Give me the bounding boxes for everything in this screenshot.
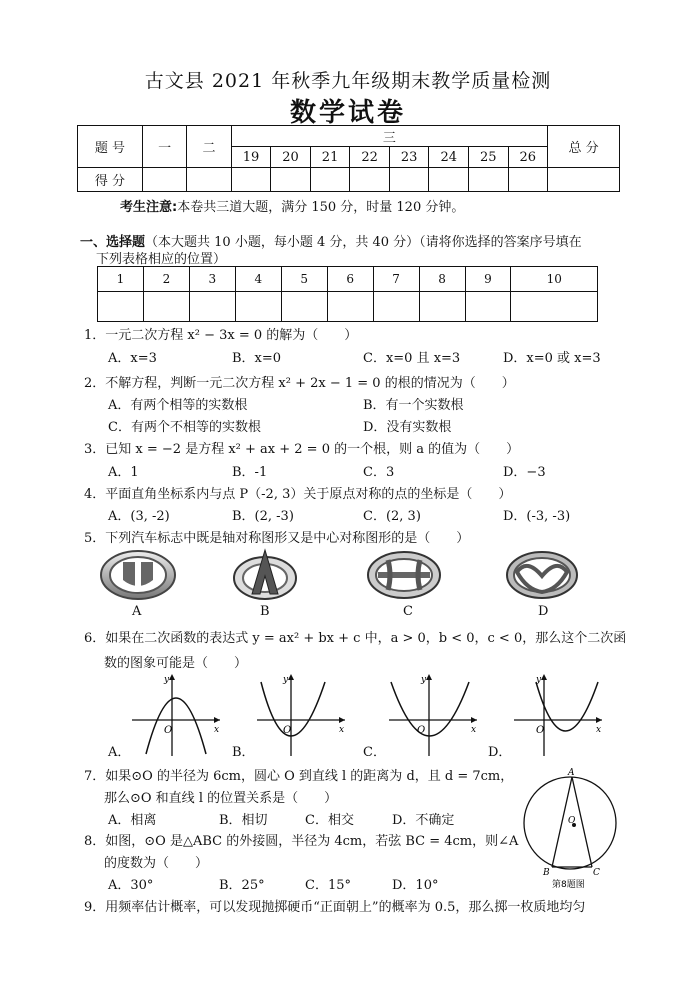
- q6-label-d: D．: [488, 745, 512, 760]
- score-cell[interactable]: [429, 168, 469, 192]
- q6-label-a: A．: [108, 745, 131, 760]
- q5-stem: 5．下列汽车标志中既是轴对称图形又是中心对称图形的是（ ）: [84, 531, 470, 546]
- exam-title: 数学试卷: [289, 98, 406, 128]
- sub-header: 19: [231, 147, 271, 168]
- q2-option-c: C．有两个不相等的实数根: [108, 420, 261, 435]
- score-cell[interactable]: [231, 168, 271, 192]
- sub-header: 22: [350, 147, 390, 168]
- q8-option-b: B．25°: [219, 878, 265, 893]
- q3-stem: 3．已知 x = −2 是方程 x² + ax + 2 = 0 的一个根，则 a 的值为（ ）: [84, 442, 520, 457]
- q6a-x-label: x: [214, 725, 220, 735]
- section1-desc: （本大题共 10 小题，每小题 4 分，共 40 分）（请将你选择的答案序号填在: [145, 235, 582, 250]
- logo-label-a: A: [132, 604, 142, 619]
- q8-point-b: B: [543, 868, 550, 878]
- answer-col-header: 7: [373, 267, 419, 292]
- section1-title: 一、选择题: [80, 235, 146, 250]
- q6-label-c: C．: [363, 745, 386, 760]
- sub-header: 23: [389, 147, 429, 168]
- notice-label: 考生注意:: [120, 200, 178, 215]
- q6d-x-label: x: [596, 725, 602, 735]
- section1-desc2: 下列表格相应的位置）: [96, 252, 227, 267]
- answer-col-header: 2: [143, 267, 189, 292]
- q8-point-o: O: [568, 816, 576, 826]
- q7-option-b: B．相切: [219, 813, 268, 828]
- q4-option-c: C．(2, 3): [363, 509, 421, 524]
- score-cell[interactable]: [350, 168, 390, 192]
- q7-option-d: D．不确定: [392, 813, 455, 828]
- answer-cell[interactable]: [235, 292, 281, 322]
- q6d-origin: O: [536, 725, 545, 736]
- q3-option-d: D．−3: [503, 465, 546, 480]
- q8-stem-line1: 8．如图，⊙O 是△ABC 的外接圆，半径为 4cm，若弦 BC = 4cm，则∠A: [84, 834, 519, 849]
- car-logo-a: [100, 550, 176, 600]
- q7-stem-line1: 7．如果⊙O 的半径为 6cm，圆心 O 到直线 l 的距离为 d，且 d = 7cm，: [84, 769, 514, 784]
- answer-col-header: 4: [235, 267, 281, 292]
- score-cell[interactable]: [187, 168, 231, 192]
- q1-option-c: C．x=0 且 x=3: [363, 351, 461, 366]
- logo-label-d: D: [538, 604, 549, 619]
- q3-option-b: B．-1: [232, 465, 268, 480]
- q6-graph-b: [253, 672, 349, 758]
- q6a-y-label: y: [164, 675, 170, 685]
- answer-cell[interactable]: [143, 292, 189, 322]
- q4-option-d: D．(-3, -3): [503, 509, 571, 524]
- q1-stem: 1．一元二次方程 x² − 3x = 0 的解为（ ）: [84, 328, 358, 343]
- q7-option-c: C．相交: [305, 813, 354, 828]
- q6-graph-a: [128, 672, 224, 758]
- score-cell[interactable]: [548, 168, 620, 192]
- exam-header-line1: 古文县 2021 年秋季九年级期末教学质量检测: [144, 70, 552, 92]
- logo-label-b: B: [260, 604, 270, 619]
- q6c-y-label: y: [421, 675, 427, 685]
- q6a-origin: O: [164, 725, 173, 736]
- q2-stem: 2．不解方程，判断一元二次方程 x² + 2x − 1 = 0 的根的情况为（ ）: [84, 376, 515, 391]
- q8-option-a: A．30°: [108, 878, 154, 893]
- sub-header: 24: [429, 147, 469, 168]
- q8-option-d: D．10°: [392, 878, 439, 893]
- car-logo-b: [232, 548, 298, 602]
- q6b-y-label: y: [283, 675, 289, 685]
- q1-option-d: D．x=0 或 x=3: [503, 351, 601, 366]
- row-label-number: 题 号: [78, 126, 143, 168]
- q1-option-b: B．x=0: [232, 351, 282, 366]
- sub-header: 20: [271, 147, 311, 168]
- q6-stem-line1: 6．如果在二次函数的表达式 y = ax² + bx + c 中，a > 0，b < 0，c < 0，那么这个二次函: [84, 631, 627, 646]
- section-2-header: 二: [187, 126, 231, 168]
- answer-table: [97, 266, 598, 322]
- sub-header: 26: [508, 147, 548, 168]
- answer-col-header: 1: [98, 267, 144, 292]
- q6-label-b: B．: [232, 745, 255, 760]
- q4-option-a: A．(3, -2): [108, 509, 170, 524]
- logo-label-c: C: [403, 604, 413, 619]
- q2-option-d: D．没有实数根: [363, 420, 452, 435]
- score-cell[interactable]: [468, 168, 508, 192]
- answer-col-header: 8: [419, 267, 465, 292]
- q8-figure-caption: 第8题图: [552, 880, 585, 890]
- q7-option-a: A．相离: [108, 813, 157, 828]
- q3-option-c: C．3: [363, 465, 395, 480]
- section-1-header: 一: [142, 126, 186, 168]
- q1-option-a: A．x=3: [108, 351, 157, 366]
- q4-stem: 4．平面直角坐标系内与点 P（-2, 3）关于原点对称的点的坐标是（ ）: [84, 487, 512, 502]
- answer-col-header: 3: [189, 267, 235, 292]
- q6b-origin: O: [283, 725, 292, 736]
- score-cell[interactable]: [271, 168, 311, 192]
- q8-figure: [518, 765, 618, 891]
- q2-option-b: B．有一个实数根: [363, 398, 464, 413]
- answer-cell[interactable]: [419, 292, 465, 322]
- q3-option-a: A．1: [108, 465, 139, 480]
- answer-col-header: 9: [465, 267, 511, 292]
- score-cell[interactable]: [389, 168, 429, 192]
- answer-col-header: 10: [511, 267, 598, 292]
- sub-header: 25: [468, 147, 508, 168]
- answer-col-header: 6: [327, 267, 373, 292]
- q8-point-c: C: [593, 868, 600, 878]
- answer-cell[interactable]: [465, 292, 511, 322]
- exam-notice: [120, 196, 464, 215]
- car-logo-d: [505, 550, 579, 600]
- q6b-x-label: x: [339, 725, 345, 735]
- q6-graph-d: [510, 672, 606, 758]
- answer-cell[interactable]: [281, 292, 327, 322]
- score-cell[interactable]: [508, 168, 548, 192]
- answer-cell[interactable]: [98, 292, 144, 322]
- notice-text: 本卷共三道大题，满分 150 分，时量 120 分钟。: [177, 200, 465, 215]
- score-table: [77, 125, 620, 192]
- q8-point-a: A: [568, 768, 575, 778]
- total-header: 总 分: [548, 126, 620, 168]
- score-cell[interactable]: [310, 168, 350, 192]
- q6-graph-c: [385, 672, 481, 758]
- q2-option-a: A．有两个相等的实数根: [108, 398, 248, 413]
- q8-option-c: C．15°: [305, 878, 351, 893]
- q4-option-b: B．(2, -3): [232, 509, 294, 524]
- section-3-header: 三: [231, 126, 547, 147]
- answer-cell[interactable]: [373, 292, 419, 322]
- answer-cell[interactable]: [189, 292, 235, 322]
- q6c-x-label: x: [471, 725, 477, 735]
- score-cell[interactable]: [142, 168, 186, 192]
- q9-stem: 9．用频率估计概率，可以发现抛掷硬币“正面朝上”的概率为 0.5，那么掷一枚质地均匀: [84, 900, 586, 915]
- answer-cell[interactable]: [327, 292, 373, 322]
- row-label-score: 得 分: [78, 168, 143, 192]
- car-logo-c: [366, 550, 442, 600]
- answer-cell[interactable]: [511, 292, 598, 322]
- q8-stem-line2: 的度数为（ ）: [104, 856, 209, 871]
- sub-header: 21: [310, 147, 350, 168]
- q7-stem-line2: 那么⊙O 和直线 l 的位置关系是（ ）: [104, 791, 338, 806]
- answer-col-header: 5: [281, 267, 327, 292]
- q6d-y-label: y: [536, 675, 542, 685]
- q6-stem-line2: 数的图象可能是（ ）: [104, 656, 248, 671]
- q6c-origin: O: [417, 725, 426, 736]
